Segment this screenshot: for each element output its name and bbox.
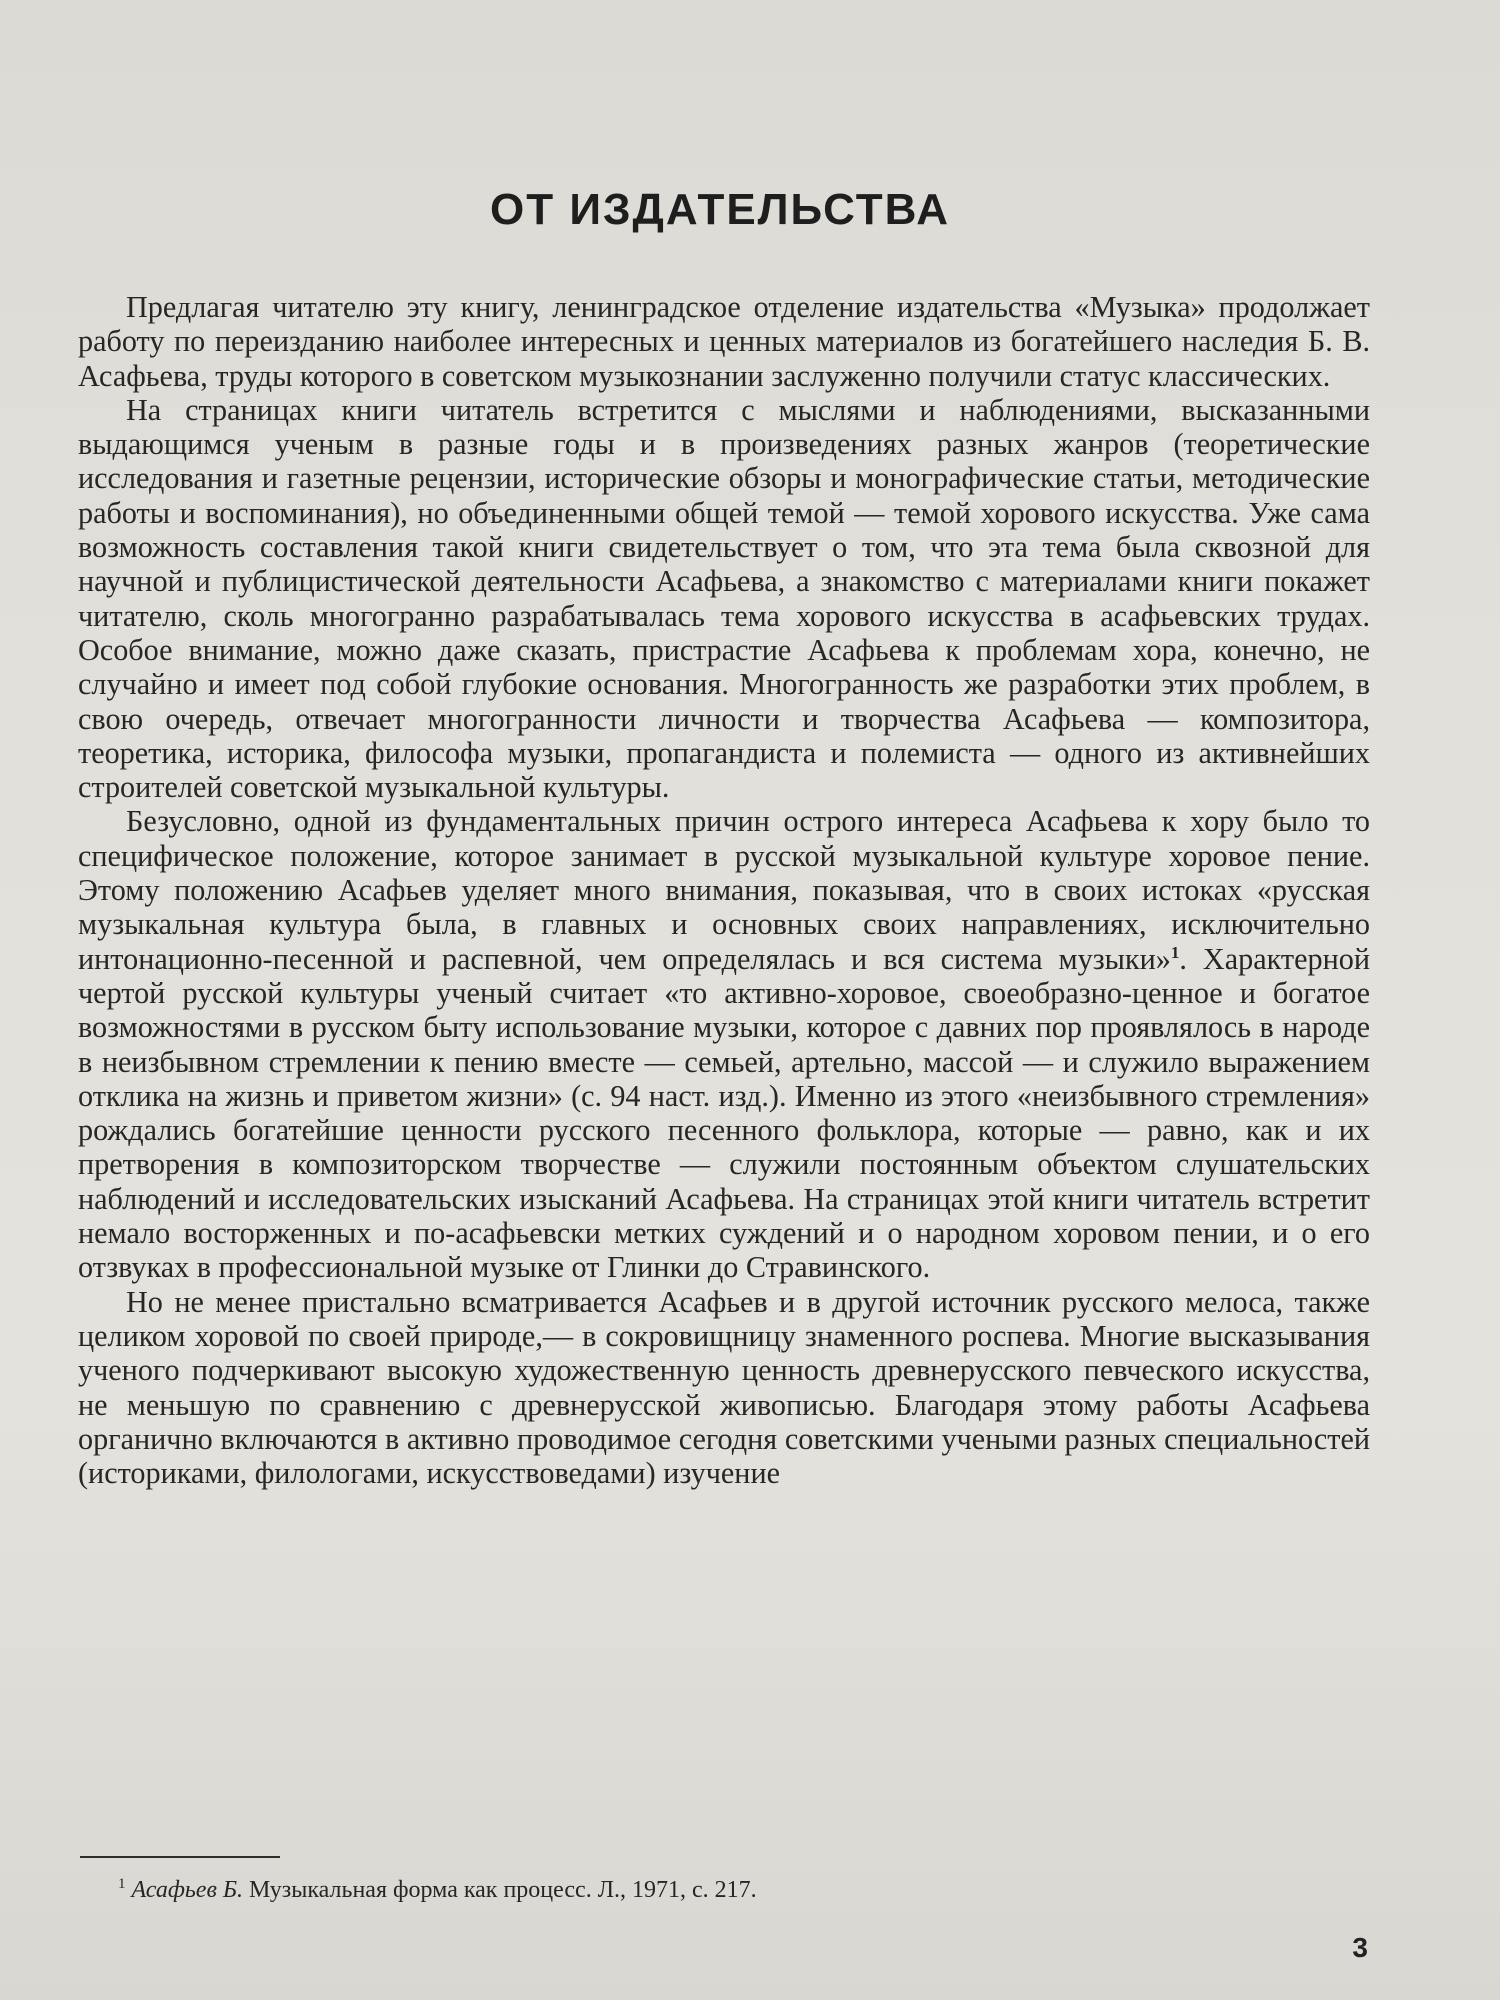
footnote-mark: 1 bbox=[118, 1876, 126, 1892]
paragraph-3-part-1: Безусловно, одной из фундаментальных причин острого интереса Асафьева к хору было то специфическое положение, которое занимает в русской музыкальной культуре хоровое пение. Этому положению Асафьев уделяет много внимания, показывая, что в своих истоках «русская музыкальная культура была, в главных и основных своих направлениях, исключительно интонационно-песенной и распевной, чем определялась и вся система музыки» bbox=[78, 804, 1370, 976]
footnote-divider bbox=[80, 1856, 280, 1858]
footnote-text: Музыкальная форма как процесс. Л., 1971, с. 217. bbox=[249, 1877, 757, 1903]
paragraph-2: На страницах книги читатель встретится с мыслями и наблюдениями, высказанными выдающимся ученым в разные годы и в произведениях разных жанров (теоретические исследования и газетные рецензии, исторические обзоры и монографические статьи, методические работы и воспоминания), но объединенными общей темой — темой хорового искусства. Уже сама возможность составления такой книги свидетельствует о том, что эта тема была сквозной для научной и публицистической деятельности Асафьева, а знакомство с материалами книги покажет читателю, сколь многогранно разрабатывалась тема хорового искусства в асафьевских трудах. Особое внимание, можно даже сказать, пристрастие Асафьева к проблемам хора, конечно, не случайно и имеет под собой глубокие основания. Многогранность же разработки этих проблем, в свою очередь, отвечает многогранности личности и творчества Асафьева — композитора, теоретика, историка, философа музыки, пропагандиста и полемиста — одного из активнейших строителей советской музыкальной культуры. bbox=[78, 392, 1370, 805]
body-text bbox=[78, 290, 1370, 1490]
footnote bbox=[118, 1876, 1318, 1904]
page-number: 3 bbox=[1352, 1932, 1368, 1963]
paragraph-3 bbox=[78, 804, 1370, 1284]
footnote-reference: 1 bbox=[1170, 942, 1180, 962]
footnote-author: Асафьев Б. bbox=[131, 1877, 244, 1903]
paragraph-1: Предлагая читателю эту книгу, ленинградское отделение издательства «Музыка» продолжает работу по переизданию наиболее интересных и ценных материалов из богатейшего наследия Б. В. Асафьева, труды которого в советском музыкознании заслуженно получили статус классических. bbox=[78, 290, 1370, 393]
page-title: ОТ ИЗДАТЕЛЬСТВА bbox=[490, 185, 950, 234]
paragraph-3-part-2: . Характерной чертой русской культуры ученый считает «то активно-хоровое, своеобразно-ценное и богатое возможностями в русском быту использование музыки, которое с давних пор проявлялось в народе в неизбывном стремлении к пению вместе — семьей, артельно, массой — и служило выражением отклика на жизнь и приветом жизни» (с. 94 наст. изд.). Именно из этого «неизбывного стремления» рождались богатейшие ценности русского песенного фольклора, которые — равно, как и их претворения в композиторском творчестве — служили постоянным объектом слушательских наблюдений и исследовательских изысканий Асафьева. На страницах этой книги читатель встретит немало восторженных и по-асафьевски метких суждений и о народном хоровом пении, и о его отзвуках в профессиональной музыке от Глинки до Стравинского. bbox=[78, 941, 1370, 1285]
paragraph-4: Но не менее пристально всматривается Асафьев и в другой источник русского мелоса, также целиком хоровой по своей природе,— в сокровищницу знаменного роспева. Многие высказывания ученого подчеркивают высокую художественную ценность древнерусского певческого искусства, не меньшую по сравнению с древнерусской живописью. Благодаря этому работы Асафьева органично включаются в активно проводимое сегодня советскими учеными разных специальностей (историками, филологами, искусствоведами) изучение bbox=[78, 1284, 1370, 1491]
